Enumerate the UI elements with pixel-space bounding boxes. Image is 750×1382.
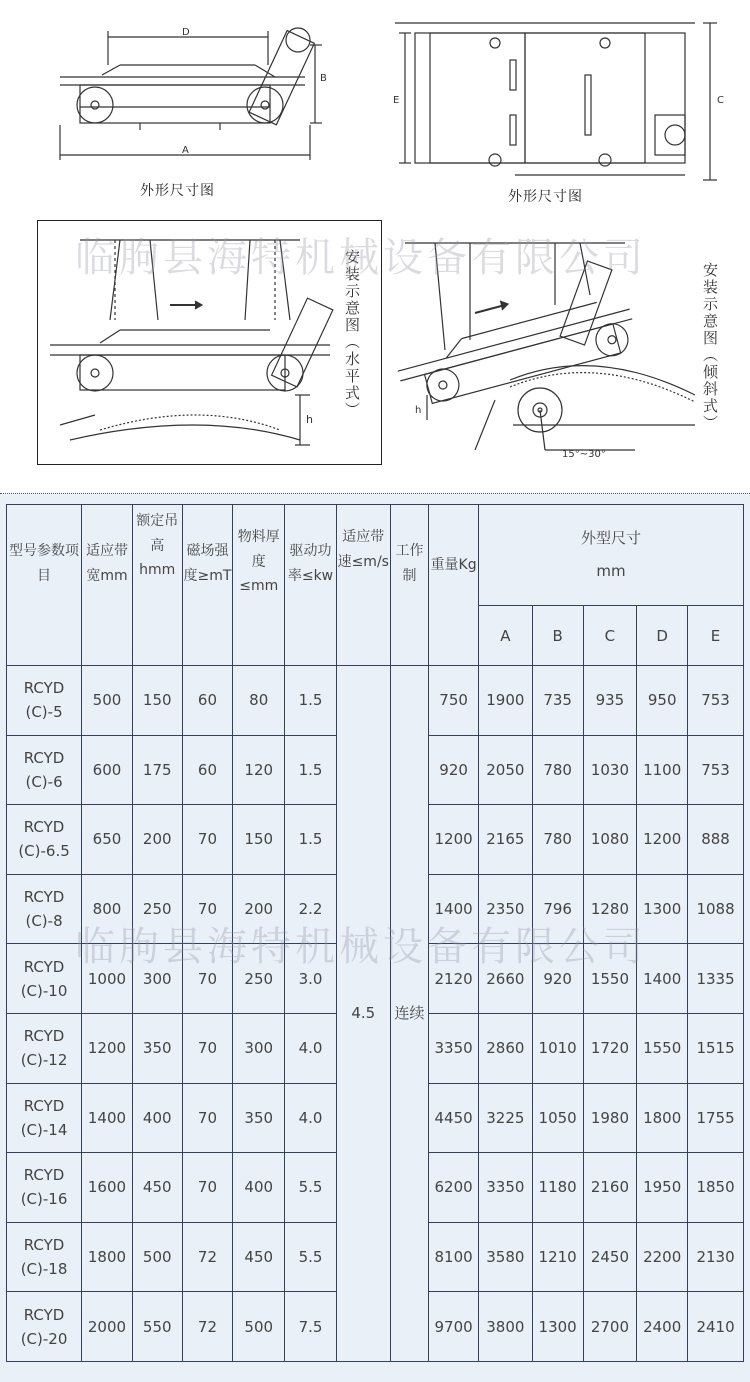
cell-lift-height: 450 — [132, 1153, 182, 1223]
cell-model — [7, 874, 82, 944]
model-line-2: (C)-18 — [20, 1260, 68, 1279]
fig2-caption: 外形尺寸图 — [508, 189, 583, 205]
cell-model — [7, 666, 82, 736]
cell-lift-height: 400 — [132, 1083, 182, 1153]
cell-dim-e: 1335 — [688, 944, 744, 1014]
cell-weight: 3350 — [429, 1013, 479, 1083]
cell-weight: 2120 — [429, 944, 479, 1014]
cell-model — [7, 1292, 82, 1362]
header-dim-d: D — [637, 606, 688, 666]
model-line-2: (C)-6 — [25, 772, 63, 791]
cell-dim-c: 2700 — [583, 1292, 637, 1362]
model-line-2: (C)-20 — [20, 1329, 68, 1348]
cell-power: 2.2 — [285, 874, 337, 944]
dim-label-h-inclined: h — [415, 405, 422, 416]
cell-thickness: 500 — [233, 1292, 285, 1362]
cell-weight: 750 — [429, 666, 479, 736]
cell-model — [7, 944, 82, 1014]
fig3-caption: 安装示意图（水平式） — [343, 249, 361, 419]
watermark-top: 临朐县海特机械设备有限公司 — [75, 235, 647, 281]
cell-power: 4.0 — [285, 1013, 337, 1083]
model-line-2: (C)-10 — [20, 981, 68, 1000]
cell-thickness: 150 — [233, 805, 285, 875]
cell-dim-c: 1980 — [583, 1083, 637, 1153]
model-line-1: RCYD — [23, 748, 65, 767]
model-line-1: RCYD — [23, 1166, 65, 1185]
cell-dim-b: 1180 — [532, 1153, 583, 1223]
cell-weight: 9700 — [429, 1292, 479, 1362]
cell-width: 1200 — [82, 1013, 133, 1083]
cell-thickness: 80 — [233, 666, 285, 736]
header-dim-e: E — [688, 606, 744, 666]
cell-thickness: 400 — [233, 1153, 285, 1223]
cell-dim-b: 796 — [532, 874, 583, 944]
cell-model — [7, 1153, 82, 1223]
cell-dim-a: 2660 — [478, 944, 532, 1014]
cell-model — [7, 805, 82, 875]
cell-model — [7, 1013, 82, 1083]
cell-lift-height: 250 — [132, 874, 182, 944]
cell-dim-a: 1900 — [478, 666, 532, 736]
cell-width: 500 — [82, 666, 133, 736]
model-line-2: (C)-6.5 — [18, 842, 70, 861]
cell-dim-e: 1755 — [688, 1083, 744, 1153]
cell-dim-a: 3350 — [478, 1153, 532, 1223]
cell-width: 2000 — [82, 1292, 133, 1362]
cell-dim-c: 935 — [583, 666, 637, 736]
cell-dim-c: 1030 — [583, 735, 637, 805]
cell-dim-a: 2350 — [478, 874, 532, 944]
cell-dim-e: 1515 — [688, 1013, 744, 1083]
cell-dim-a: 3800 — [478, 1292, 532, 1362]
cell-width: 800 — [82, 874, 133, 944]
header-belt-width: 适应带宽mm — [82, 505, 133, 666]
cell-field: 70 — [182, 1013, 233, 1083]
header-dim-c: C — [583, 606, 637, 666]
model-line-1: RCYD — [23, 1027, 65, 1046]
model-line-1: RCYD — [23, 818, 65, 837]
dim-label-b: B — [320, 73, 327, 84]
header-weight: 重量Kg — [429, 505, 479, 666]
cell-belt-speed: 4.5 — [336, 666, 390, 1362]
cell-dim-e: 753 — [688, 666, 744, 736]
cell-dim-b: 1300 — [532, 1292, 583, 1362]
cell-dim-b: 1210 — [532, 1222, 583, 1292]
cell-dim-b: 920 — [532, 944, 583, 1014]
cell-dim-e: 753 — [688, 735, 744, 805]
model-line-2: (C)-14 — [20, 1120, 68, 1139]
cell-dim-d: 1550 — [637, 1013, 688, 1083]
cell-power: 7.5 — [285, 1292, 337, 1362]
angle-label: 15°~30° — [562, 449, 606, 460]
cell-power: 1.5 — [285, 666, 337, 736]
fig1-caption: 外形尺寸图 — [140, 183, 215, 199]
model-line-2: (C)-16 — [20, 1190, 68, 1209]
header-model: 型号参数项目 — [7, 505, 82, 666]
cell-power: 5.5 — [285, 1153, 337, 1223]
outline-drawing-front — [40, 15, 340, 180]
cell-weight: 4450 — [429, 1083, 479, 1153]
cell-model — [7, 1083, 82, 1153]
model-line-1: RCYD — [23, 888, 65, 907]
cell-dim-d: 1800 — [637, 1083, 688, 1153]
cell-lift-height: 200 — [132, 805, 182, 875]
cell-power: 5.5 — [285, 1222, 337, 1292]
cell-dim-c: 1720 — [583, 1013, 637, 1083]
cell-weight: 8100 — [429, 1222, 479, 1292]
cell-dim-c: 2450 — [583, 1222, 637, 1292]
cell-dim-b: 780 — [532, 805, 583, 875]
cell-lift-height: 350 — [132, 1013, 182, 1083]
cell-power: 3.0 — [285, 944, 337, 1014]
model-line-1: RCYD — [23, 1236, 65, 1255]
cell-width: 1800 — [82, 1222, 133, 1292]
cell-thickness: 450 — [233, 1222, 285, 1292]
cell-field: 70 — [182, 874, 233, 944]
cell-dim-c: 1280 — [583, 874, 637, 944]
model-line-2: (C)-12 — [20, 1051, 68, 1070]
cell-field: 70 — [182, 1153, 233, 1223]
cell-field: 72 — [182, 1222, 233, 1292]
cell-dim-d: 2400 — [637, 1292, 688, 1362]
cell-weight: 920 — [429, 735, 479, 805]
header-belt-speed: 适应带速≤m/s — [336, 505, 390, 666]
cell-dim-d: 1200 — [637, 805, 688, 875]
dim-label-a: A — [182, 145, 189, 156]
cell-lift-height: 500 — [132, 1222, 182, 1292]
cell-lift-height: 150 — [132, 666, 182, 736]
cell-work-mode: 连续 — [390, 666, 429, 1362]
model-line-1: RCYD — [23, 1305, 65, 1324]
cell-dim-c: 1080 — [583, 805, 637, 875]
cell-field: 70 — [182, 944, 233, 1014]
header-outline-unit: mm — [596, 562, 626, 580]
cell-dim-a: 2165 — [478, 805, 532, 875]
header-lift-height: 额定吊高hmm — [132, 505, 182, 666]
cell-dim-a: 2860 — [478, 1013, 532, 1083]
cell-width: 600 — [82, 735, 133, 805]
cell-thickness: 250 — [233, 944, 285, 1014]
table-header-row-1 — [7, 505, 744, 606]
model-line-2: (C)-8 — [25, 912, 63, 931]
cell-model — [7, 735, 82, 805]
cell-dim-a: 3225 — [478, 1083, 532, 1153]
cell-model — [7, 1222, 82, 1292]
cell-thickness: 350 — [233, 1083, 285, 1153]
model-line-1: RCYD — [23, 957, 65, 976]
cell-dim-b: 1010 — [532, 1013, 583, 1083]
cell-dim-b: 1050 — [532, 1083, 583, 1153]
cell-dim-e: 2410 — [688, 1292, 744, 1362]
cell-dim-d: 1400 — [637, 944, 688, 1014]
cell-lift-height: 300 — [132, 944, 182, 1014]
model-line-1: RCYD — [23, 1096, 65, 1115]
cell-field: 72 — [182, 1292, 233, 1362]
cell-dim-d: 1950 — [637, 1153, 688, 1223]
header-dim-a: A — [478, 606, 532, 666]
header-outline-title: 外型尺寸 — [580, 529, 641, 547]
cell-power: 1.5 — [285, 735, 337, 805]
header-field-strength: 磁场强度≥mT — [182, 505, 233, 666]
cell-dim-a: 3580 — [478, 1222, 532, 1292]
cell-power: 1.5 — [285, 805, 337, 875]
dim-label-e: E — [393, 95, 400, 106]
cell-dim-c: 2160 — [583, 1153, 637, 1223]
cell-width: 1400 — [82, 1083, 133, 1153]
cell-thickness: 120 — [233, 735, 285, 805]
cell-dim-c: 1550 — [583, 944, 637, 1014]
header-thickness: 物料厚度≤mm — [233, 505, 285, 666]
cell-dim-d: 1300 — [637, 874, 688, 944]
cell-field: 60 — [182, 666, 233, 736]
cell-power: 4.0 — [285, 1083, 337, 1153]
fig4-caption: 安装示意图（倾斜式） — [701, 262, 719, 432]
model-line-1: RCYD — [23, 679, 65, 698]
cell-dim-b: 780 — [532, 735, 583, 805]
dim-label-c: C — [717, 95, 724, 106]
cell-weight: 1200 — [429, 805, 479, 875]
cell-dim-e: 2130 — [688, 1222, 744, 1292]
dim-label-h: h — [306, 413, 313, 426]
header-work-mode: 工作制 — [390, 505, 429, 666]
cell-width: 1000 — [82, 944, 133, 1014]
cell-thickness: 300 — [233, 1013, 285, 1083]
cell-field: 70 — [182, 1083, 233, 1153]
cell-width: 1600 — [82, 1153, 133, 1223]
cell-lift-height: 175 — [132, 735, 182, 805]
dim-label-d: D — [182, 27, 190, 38]
header-dim-b: B — [532, 606, 583, 666]
cell-dim-d: 2200 — [637, 1222, 688, 1292]
header-power: 驱动功率≤kw — [285, 505, 337, 666]
watermark-table: 临朐县海特机械设备有限公司 — [75, 924, 647, 970]
cell-weight: 1400 — [429, 874, 479, 944]
cell-thickness: 200 — [233, 874, 285, 944]
cell-weight: 6200 — [429, 1153, 479, 1223]
cell-dim-d: 1100 — [637, 735, 688, 805]
cell-field: 70 — [182, 805, 233, 875]
cell-dim-e: 888 — [688, 805, 744, 875]
cell-field: 60 — [182, 735, 233, 805]
cell-lift-height: 550 — [132, 1292, 182, 1362]
table-row — [7, 666, 744, 736]
outline-drawing-top — [385, 15, 735, 185]
cell-dim-e: 1088 — [688, 874, 744, 944]
cell-dim-a: 2050 — [478, 735, 532, 805]
cell-width: 650 — [82, 805, 133, 875]
cell-dim-b: 735 — [532, 666, 583, 736]
cell-dim-d: 950 — [637, 666, 688, 736]
header-outline — [478, 505, 743, 606]
cell-dim-e: 1850 — [688, 1153, 744, 1223]
model-line-2: (C)-5 — [25, 703, 63, 722]
